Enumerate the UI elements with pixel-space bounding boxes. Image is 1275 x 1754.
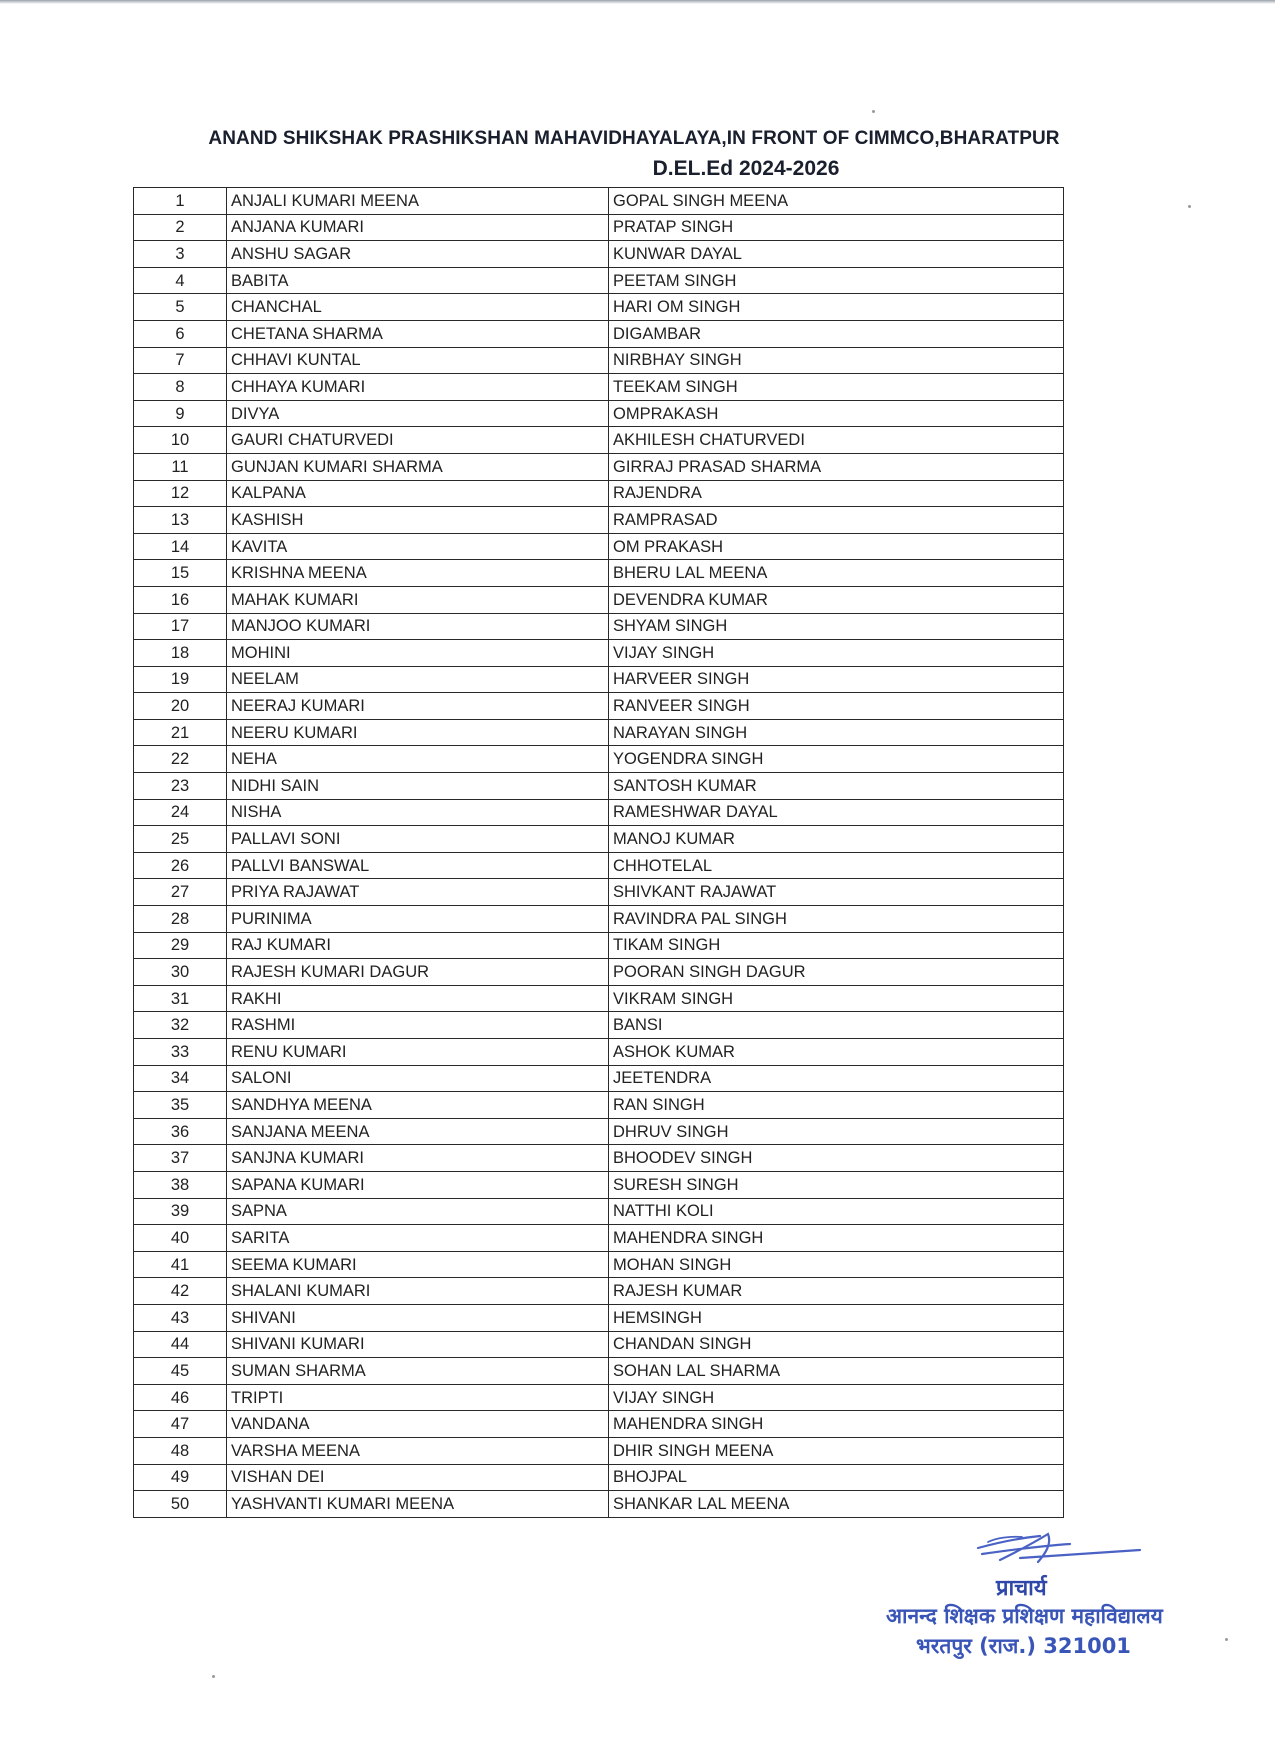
table-row	[134, 852, 1064, 879]
student-name-cell: PRIYA RAJAWAT	[227, 879, 609, 906]
serial-number-cell: 11	[134, 453, 227, 480]
father-name-cell: OM PRAKASH	[609, 533, 1064, 560]
table-row	[134, 1225, 1064, 1252]
table-row	[134, 347, 1064, 374]
father-name-cell: VIJAY SINGH	[609, 1384, 1064, 1411]
serial-number-cell: 34	[134, 1065, 227, 1092]
father-name-cell: NARAYAN SINGH	[609, 719, 1064, 746]
serial-number-cell: 6	[134, 320, 227, 347]
table-row	[134, 507, 1064, 534]
father-name-cell: DHRUV SINGH	[609, 1118, 1064, 1145]
document-title: ANAND SHIKSHAK PRASHIKSHAN MAHAVIDHAYALAYA,IN FRONT OF CIMMCO,BHARATPUR	[208, 128, 1060, 149]
student-roster-table	[133, 187, 1064, 1518]
student-name-cell: SHALANI KUMARI	[227, 1278, 609, 1305]
table-row	[134, 586, 1064, 613]
table-row	[134, 1278, 1064, 1305]
student-name-cell: SHIVANI KUMARI	[227, 1331, 609, 1358]
student-name-cell: VISHAN DEI	[227, 1464, 609, 1491]
serial-number-cell: 27	[134, 879, 227, 906]
serial-number-cell: 1	[134, 188, 227, 215]
father-name-cell: RANVEER SINGH	[609, 693, 1064, 720]
student-name-cell: SALONI	[227, 1065, 609, 1092]
serial-number-cell: 2	[134, 214, 227, 241]
table-row	[134, 427, 1064, 454]
serial-number-cell: 23	[134, 773, 227, 800]
serial-number-cell: 12	[134, 480, 227, 507]
serial-number-cell: 45	[134, 1358, 227, 1385]
serial-number-cell: 29	[134, 932, 227, 959]
father-name-cell: DEVENDRA KUMAR	[609, 586, 1064, 613]
table-row	[134, 560, 1064, 587]
serial-number-cell: 3	[134, 241, 227, 268]
serial-number-cell: 8	[134, 374, 227, 401]
student-name-cell: RAKHI	[227, 985, 609, 1012]
student-name-cell: GAURI CHATURVEDI	[227, 427, 609, 454]
father-name-cell: RAMPRASAD	[609, 507, 1064, 534]
father-name-cell: CHHOTELAL	[609, 852, 1064, 879]
serial-number-cell: 25	[134, 826, 227, 853]
father-name-cell: PEETAM SINGH	[609, 267, 1064, 294]
subtitle-text: D.EL.Ed 2024-2026	[652, 157, 840, 180]
father-name-cell: BHOJPAL	[609, 1464, 1064, 1491]
student-name-cell: TRIPTI	[227, 1384, 609, 1411]
student-name-cell: NEELAM	[227, 666, 609, 693]
stamp-institution: आनन्द शिक्षक प्रशिक्षण महाविद्यालय	[886, 1604, 1163, 1628]
father-name-cell: VIJAY SINGH	[609, 640, 1064, 667]
serial-number-cell: 43	[134, 1304, 227, 1331]
table-row	[134, 374, 1064, 401]
father-name-cell: JEETENDRA	[609, 1065, 1064, 1092]
table-row	[134, 1358, 1064, 1385]
table-row	[134, 214, 1064, 241]
father-name-cell: SHANKAR LAL MEENA	[609, 1491, 1064, 1518]
student-name-cell: SHIVANI	[227, 1304, 609, 1331]
student-name-cell: ANJANA KUMARI	[227, 214, 609, 241]
serial-number-cell: 40	[134, 1225, 227, 1252]
table-row	[134, 906, 1064, 933]
father-name-cell: BHOODEV SINGH	[609, 1145, 1064, 1172]
father-name-cell: RAN SINGH	[609, 1092, 1064, 1119]
table-row	[134, 1331, 1064, 1358]
serial-number-cell: 46	[134, 1384, 227, 1411]
serial-number-cell: 24	[134, 799, 227, 826]
student-name-cell: SAPANA KUMARI	[227, 1171, 609, 1198]
student-name-cell: ANSHU SAGAR	[227, 241, 609, 268]
scan-speck	[1188, 205, 1191, 208]
serial-number-cell: 49	[134, 1464, 227, 1491]
father-name-cell: SOHAN LAL SHARMA	[609, 1358, 1064, 1385]
document-subtitle	[134, 157, 1134, 181]
table-row	[134, 1092, 1064, 1119]
student-name-cell: CHHAVI KUNTAL	[227, 347, 609, 374]
scan-speck	[872, 110, 875, 113]
serial-number-cell: 33	[134, 1039, 227, 1066]
serial-number-cell: 7	[134, 347, 227, 374]
student-name-cell: BABITA	[227, 267, 609, 294]
table-row	[134, 241, 1064, 268]
principal-signature-stamp	[870, 1520, 1200, 1670]
student-name-cell: KAVITA	[227, 533, 609, 560]
table-row	[134, 294, 1064, 321]
student-name-cell: MOHINI	[227, 640, 609, 667]
serial-number-cell: 19	[134, 666, 227, 693]
table-row	[134, 188, 1064, 215]
father-name-cell: PRATAP SINGH	[609, 214, 1064, 241]
father-name-cell: NIRBHAY SINGH	[609, 347, 1064, 374]
table-row	[134, 1437, 1064, 1464]
serial-number-cell: 48	[134, 1437, 227, 1464]
serial-number-cell: 17	[134, 613, 227, 640]
serial-number-cell: 9	[134, 400, 227, 427]
father-name-cell: HARI OM SINGH	[609, 294, 1064, 321]
student-name-cell: KASHISH	[227, 507, 609, 534]
student-roster-body	[134, 188, 1064, 1518]
table-row	[134, 267, 1064, 294]
father-name-cell: GOPAL SINGH MEENA	[609, 188, 1064, 215]
table-row	[134, 480, 1064, 507]
student-name-cell: NEHA	[227, 746, 609, 773]
serial-number-cell: 16	[134, 586, 227, 613]
serial-number-cell: 31	[134, 985, 227, 1012]
table-row	[134, 533, 1064, 560]
father-name-cell: NATTHI KOLI	[609, 1198, 1064, 1225]
student-name-cell: NEERU KUMARI	[227, 719, 609, 746]
table-row	[134, 826, 1064, 853]
student-name-cell: RASHMI	[227, 1012, 609, 1039]
father-name-cell: ASHOK KUMAR	[609, 1039, 1064, 1066]
father-name-cell: VIKRAM SINGH	[609, 985, 1064, 1012]
serial-number-cell: 22	[134, 746, 227, 773]
student-name-cell: MAHAK KUMARI	[227, 586, 609, 613]
father-name-cell: HARVEER SINGH	[609, 666, 1064, 693]
table-row	[134, 1384, 1064, 1411]
father-name-cell: HEMSINGH	[609, 1304, 1064, 1331]
student-name-cell: YASHVANTI KUMARI MEENA	[227, 1491, 609, 1518]
table-row	[134, 1198, 1064, 1225]
table-row	[134, 959, 1064, 986]
stamp-designation: प्राचार्य	[996, 1576, 1047, 1601]
student-name-cell: KALPANA	[227, 480, 609, 507]
serial-number-cell: 15	[134, 560, 227, 587]
father-name-cell: SANTOSH KUMAR	[609, 773, 1064, 800]
father-name-cell: GIRRAJ PRASAD SHARMA	[609, 453, 1064, 480]
table-row	[134, 400, 1064, 427]
father-name-cell: MOHAN SINGH	[609, 1251, 1064, 1278]
father-name-cell: CHANDAN SINGH	[609, 1331, 1064, 1358]
table-row	[134, 1304, 1064, 1331]
table-row	[134, 1118, 1064, 1145]
serial-number-cell: 4	[134, 267, 227, 294]
serial-number-cell: 47	[134, 1411, 227, 1438]
serial-number-cell: 37	[134, 1145, 227, 1172]
father-name-cell: OMPRAKASH	[609, 400, 1064, 427]
father-name-cell: RAMESHWAR DAYAL	[609, 799, 1064, 826]
student-name-cell: SANJANA MEENA	[227, 1118, 609, 1145]
serial-number-cell: 5	[134, 294, 227, 321]
student-name-cell: SANJNA KUMARI	[227, 1145, 609, 1172]
student-name-cell: SEEMA KUMARI	[227, 1251, 609, 1278]
student-name-cell: NISHA	[227, 799, 609, 826]
serial-number-cell: 13	[134, 507, 227, 534]
serial-number-cell: 50	[134, 1491, 227, 1518]
table-row	[134, 666, 1064, 693]
serial-number-cell: 35	[134, 1092, 227, 1119]
table-row	[134, 1411, 1064, 1438]
student-name-cell: DIVYA	[227, 400, 609, 427]
table-row	[134, 879, 1064, 906]
serial-number-cell: 18	[134, 640, 227, 667]
father-name-cell: SURESH SINGH	[609, 1171, 1064, 1198]
father-name-cell: RAVINDRA PAL SINGH	[609, 906, 1064, 933]
serial-number-cell: 41	[134, 1251, 227, 1278]
father-name-cell: MAHENDRA SINGH	[609, 1411, 1064, 1438]
student-name-cell: PURINIMA	[227, 906, 609, 933]
father-name-cell: SHIVKANT RAJAWAT	[609, 879, 1064, 906]
table-row	[134, 1171, 1064, 1198]
father-name-cell: AKHILESH CHATURVEDI	[609, 427, 1064, 454]
table-row	[134, 1464, 1064, 1491]
father-name-cell: TEEKAM SINGH	[609, 374, 1064, 401]
scan-top-edge	[0, 0, 1275, 4]
student-name-cell: ANJALI KUMARI MEENA	[227, 188, 609, 215]
father-name-cell: BHERU LAL MEENA	[609, 560, 1064, 587]
serial-number-cell: 36	[134, 1118, 227, 1145]
serial-number-cell: 32	[134, 1012, 227, 1039]
student-name-cell: SARITA	[227, 1225, 609, 1252]
serial-number-cell: 30	[134, 959, 227, 986]
table-row	[134, 613, 1064, 640]
father-name-cell: YOGENDRA SINGH	[609, 746, 1064, 773]
scan-speck	[212, 1675, 215, 1678]
table-row	[134, 719, 1064, 746]
father-name-cell: KUNWAR DAYAL	[609, 241, 1064, 268]
serial-number-cell: 38	[134, 1171, 227, 1198]
serial-number-cell: 20	[134, 693, 227, 720]
table-row	[134, 1491, 1064, 1518]
student-name-cell: RAJESH KUMARI DAGUR	[227, 959, 609, 986]
serial-number-cell: 39	[134, 1198, 227, 1225]
student-name-cell: CHETANA SHARMA	[227, 320, 609, 347]
student-name-cell: SAPNA	[227, 1198, 609, 1225]
student-name-cell: PALLAVI SONI	[227, 826, 609, 853]
serial-number-cell: 42	[134, 1278, 227, 1305]
father-name-cell: SHYAM SINGH	[609, 613, 1064, 640]
table-row	[134, 1145, 1064, 1172]
table-row	[134, 1039, 1064, 1066]
table-row	[134, 453, 1064, 480]
table-row	[134, 773, 1064, 800]
father-name-cell: POORAN SINGH DAGUR	[609, 959, 1064, 986]
table-row	[134, 932, 1064, 959]
serial-number-cell: 28	[134, 906, 227, 933]
serial-number-cell: 44	[134, 1331, 227, 1358]
table-row	[134, 693, 1064, 720]
father-name-cell: DHIR SINGH MEENA	[609, 1437, 1064, 1464]
table-row	[134, 1012, 1064, 1039]
father-name-cell: DIGAMBAR	[609, 320, 1064, 347]
table-row	[134, 1065, 1064, 1092]
student-name-cell: VANDANA	[227, 1411, 609, 1438]
student-name-cell: CHANCHAL	[227, 294, 609, 321]
scan-speck	[1225, 1638, 1228, 1641]
student-name-cell: SANDHYA MEENA	[227, 1092, 609, 1119]
father-name-cell: RAJESH KUMAR	[609, 1278, 1064, 1305]
student-name-cell: KRISHNA MEENA	[227, 560, 609, 587]
serial-number-cell: 21	[134, 719, 227, 746]
table-row	[134, 799, 1064, 826]
father-name-cell: TIKAM SINGH	[609, 932, 1064, 959]
table-row	[134, 1251, 1064, 1278]
student-name-cell: GUNJAN KUMARI SHARMA	[227, 453, 609, 480]
student-name-cell: NEERAJ KUMARI	[227, 693, 609, 720]
table-row	[134, 746, 1064, 773]
student-name-cell: PALLVI BANSWAL	[227, 852, 609, 879]
student-name-cell: RAJ KUMARI	[227, 932, 609, 959]
father-name-cell: RAJENDRA	[609, 480, 1064, 507]
table-row	[134, 985, 1064, 1012]
student-name-cell: VARSHA MEENA	[227, 1437, 609, 1464]
father-name-cell: BANSI	[609, 1012, 1064, 1039]
serial-number-cell: 14	[134, 533, 227, 560]
father-name-cell: MAHENDRA SINGH	[609, 1225, 1064, 1252]
table-row	[134, 320, 1064, 347]
serial-number-cell: 10	[134, 427, 227, 454]
student-name-cell: RENU KUMARI	[227, 1039, 609, 1066]
student-name-cell: MANJOO KUMARI	[227, 613, 609, 640]
table-row	[134, 640, 1064, 667]
serial-number-cell: 26	[134, 852, 227, 879]
student-name-cell: NIDHI SAIN	[227, 773, 609, 800]
stamp-location: भरतपुर (राज.) 321001	[916, 1634, 1131, 1658]
father-name-cell: MANOJ KUMAR	[609, 826, 1064, 853]
student-name-cell: CHHAYA KUMARI	[227, 374, 609, 401]
student-name-cell: SUMAN SHARMA	[227, 1358, 609, 1385]
